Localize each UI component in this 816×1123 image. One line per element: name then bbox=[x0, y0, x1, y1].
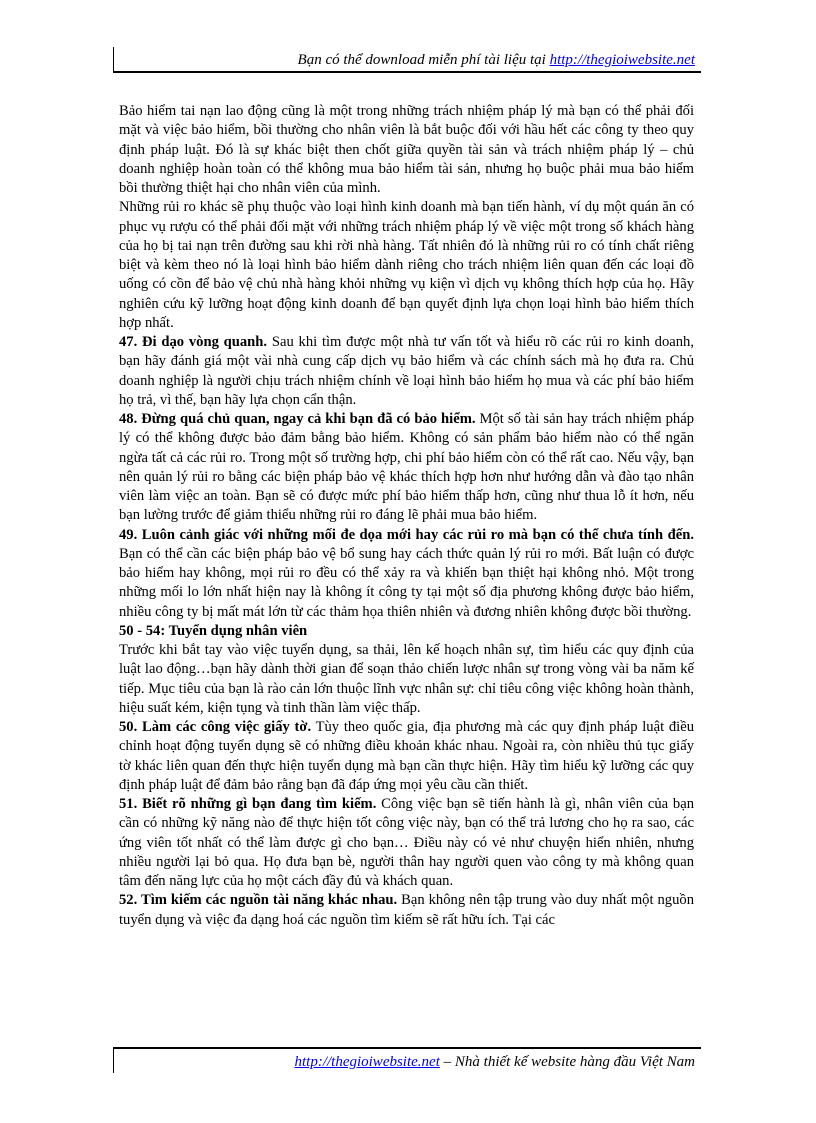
paragraph-48 bbox=[119, 410, 694, 526]
paragraph-text: Tùy theo quốc gia, địa phương mà các quy định pháp luật điều chỉnh hoạt động tuyển dụng sẽ có những điều khoản khác nhau. Ngoài ra, còn nhiều thủ tục giấy tờ khác liên quan đến thực hiện tuyển dụng mà bạn cần thực hiện. Hãy tìm hiểu kỹ lưỡng các quy định pháp luật để đảm bảo rằng bạn đã đáp ứng mọi yêu cầu cần thiết. bbox=[119, 719, 694, 793]
section-heading bbox=[119, 622, 694, 641]
paragraph-text: Một số tài sản hay trách nhiệm pháp lý có thể không được bảo đảm bằng bảo hiểm. Không có sản phẩm bảo hiểm nào có thể ngăn ngừa tất cả các rủi ro. Trong một số trường hợp, chi phí bảo hiểm còn có thể rất cao. Nếu vậy, bạn nên quản lý rủi ro bằng các biện pháp bảo vệ khác thích hợp hơn như hướng dẫn và đào tạo nhân viên làm việc an toàn. Bạn sẽ có được mức phí bảo hiểm thấp hơn, cũng như thua lỗ ít hơn, nếu bạn lường trước để giảm thiểu những rủi ro đáng lẽ phải mua bảo hiểm. bbox=[119, 411, 694, 524]
paragraph-1 bbox=[119, 102, 694, 198]
page-footer bbox=[113, 1047, 701, 1073]
paragraph-2 bbox=[119, 198, 694, 333]
paragraph-title: 51. Biết rõ những gì bạn đang tìm kiếm. bbox=[119, 796, 377, 812]
footer-caption: – Nhà thiết kế website hàng đầu Việt Nam bbox=[439, 1054, 695, 1070]
document-body bbox=[119, 102, 694, 930]
paragraph-51 bbox=[119, 795, 694, 891]
paragraph-intro bbox=[119, 641, 694, 718]
paragraph-title: 47. Đi dạo vòng quanh. bbox=[119, 334, 268, 350]
paragraph-title: 48. Đừng quá chủ quan, ngay cả khi bạn đã có bảo hiểm. bbox=[119, 411, 476, 427]
paragraph-text: Bạn không nên tập trung vào duy nhất một nguồn tuyển dụng và việc đa dạng hoá các nguồn tìm kiếm sẽ rất hữu ích. Tại các bbox=[119, 892, 694, 928]
paragraph-text: Bảo hiểm tai nạn lao động cũng là một trong những trách nhiệm pháp lý mà bạn có thể phải đối mặt và việc bảo hiểm, bồi thường cho nhân viên là bắt buộc đối với hầu hết các công ty theo quy định pháp luật. Đó là sự khác biệt then chốt giữa quyền tài sản và trách nhiệm pháp lý – chủ doanh nghiệp hoàn toàn có thể không mua bảo hiểm tài sản, nhưng họ buộc phải mua bảo hiểm bồi thường thiệt hại cho nhân viên của mình. bbox=[119, 103, 694, 196]
paragraph-text: Trước khi bắt tay vào việc tuyển dụng, sa thải, lên kế hoạch nhân sự, tìm hiểu các quy định của luật lao động…bạn hãy dành thời gian để soạn thảo chiến lược nhân sự trong vòng vài ba năm kế tiếp. Mục tiêu của bạn là rào cản lớn thuộc lĩnh vực nhân sự: chỉ tiêu công việc không hoàn thành, hiệu suất kém, kiện tụng và tinh thần làm việc thấp. bbox=[119, 642, 694, 716]
section-heading-text: 50 - 54: Tuyển dụng nhân viên bbox=[119, 622, 308, 639]
header-link[interactable]: http://thegioiwebsite.net bbox=[549, 52, 695, 68]
header-caption: Bạn có thể download miễn phí tài liệu tại bbox=[297, 52, 550, 68]
paragraph-text: Công việc bạn sẽ tiến hành là gì, nhân viên của bạn cần có những kỹ năng nào để thực hiện tốt công việc này, bạn có thể trả lương cho họ ra sao, các ứng viên tốt nhất có thể làm được gì cho bạn… Điều này có vẻ như chuyện hiển nhiên, nhưng nhiều người lại bỏ qua. Họ đưa bạn bè, người thân hay người quen vào công ty mà không quan tâm đến năng lực của họ một cách đầy đủ và khách quan. bbox=[119, 796, 694, 889]
paragraph-47 bbox=[119, 333, 694, 410]
paragraph-text: Những rủi ro khác sẽ phụ thuộc vào loại hình kinh doanh mà bạn tiến hành, ví dụ một quán ăn có phục vụ rượu có thể phải đối mặt với những trách nhiệm pháp lý về việc một trong số khách hàng của họ bị tai nạn trên đường sau khi rời nhà hàng. Tất nhiên đó là những rủi ro có tính chất riêng biệt và kèm theo nó là loại hình bảo hiểm dành riêng cho trách nhiệm liên quan đến các loại đồ uống có cồn để bảo vệ chủ nhà hàng khỏi những vụ kiện vì dịch vụ không thích hợp của họ. Hãy nghiên cứu kỹ lưỡng hoạt động kinh doanh để bạn quyết định lựa chọn loại hình bảo hiểm thích hợp nhất. bbox=[119, 199, 694, 331]
paragraph-50 bbox=[119, 718, 694, 795]
paragraph-title: 49. Luôn cảnh giác với những mối đe dọa mới hay các rủi ro mà bạn có thể chưa tính đến. bbox=[119, 526, 694, 543]
page-header bbox=[113, 47, 701, 73]
paragraph-52 bbox=[119, 891, 694, 930]
paragraph-title: 50. Làm các công việc giấy tờ. bbox=[119, 719, 312, 735]
paragraph-text: Sau khi tìm được một nhà tư vấn tốt và hiểu rõ các rủi ro kinh doanh, bạn hãy đánh giá một vài nhà cung cấp dịch vụ bảo hiểm và các chính sách mà họ đưa ra. Chủ doanh nghiệp là người chịu trách nhiệm chính về loại hình bảo hiểm họ mua và các phí bảo hiểm họ trả, vì thế, bạn hãy lựa chọn cẩn thận. bbox=[119, 334, 694, 408]
header-text bbox=[298, 50, 695, 70]
paragraph-text: Bạn có thể cần các biện pháp bảo vệ bổ sung hay cách thức quản lý rủi ro mới. Bất luận có được bảo hiểm hay không, mọi rủi ro đều có thể xảy ra và khiến bạn thiệt hại không nhỏ. Một trong những mối lo lớn nhất hiện nay là không ít công ty tại một số địa phương không được bảo hiểm, nhiều công ty bị mất mát lớn từ các thảm họa thiên nhiên và đương nhiên không được bồi thường. bbox=[119, 545, 694, 620]
footer-link[interactable]: http://thegioiwebsite.net bbox=[294, 1054, 440, 1070]
paragraph-title: 52. Tìm kiếm các nguồn tài năng khác nhau. bbox=[119, 892, 398, 909]
footer-text bbox=[294, 1052, 695, 1072]
paragraph-49 bbox=[119, 526, 694, 622]
